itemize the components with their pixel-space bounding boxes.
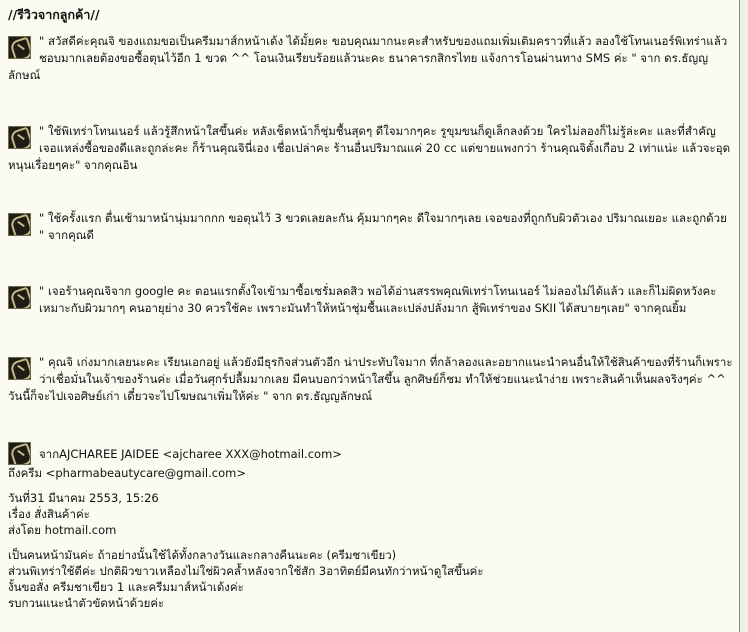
review-text: " ใช้ครั้งแรก ตื่นเช้ามาหน้านุ่มมากกก ขอตุนไว้ 3 ขวดเลยละกัน คุ้มมากๆคะ ดีใจมากๆเลย เจอของที่ถูกกับผิวตัวเอง ปริมาณเยอะ และถูกด้วย " จากคุณดี xyxy=(39,211,727,242)
email-body-line: งั้นขอสั่ง ครีมชาเขียว 1 และครีมมาส์หน้าเด้งค่ะ xyxy=(8,580,244,594)
review-item xyxy=(8,210,734,244)
email-quote xyxy=(8,442,734,611)
brand-logo-icon xyxy=(8,36,31,59)
review-text: " เจอร้านคุณจิจาก google คะ ตอนแรกตั้งใจเข้ามาซื้อเซรั่มลดสิว พอได้อ่านสรรพคุณพิเทร่าโทนเนอร์ ไม่ลองไม่ได้แล้ว และก็ไม่ผิดหวังคะ เหมาะกับผิวมากๆ คนอายุย่าง 30 ควรใช้คะ เพราะมันทำให้หน้าชุ่มชื้นและเปล่งปลั่งมาก สู้พิเทร่าของ SKII ได้สบายๆเลย" จากคุณยิ้ม xyxy=(39,284,717,315)
brand-logo-icon xyxy=(8,126,31,149)
brand-logo-icon xyxy=(8,357,31,380)
email-from: จากAJCHAREE JAIDEE <ajcharee XXX@hotmail.com> xyxy=(39,447,342,461)
scrollbar[interactable] xyxy=(740,0,748,632)
review-item xyxy=(8,283,734,317)
brand-logo-icon xyxy=(8,442,31,465)
email-to: ถึงครีม <pharmabeautycare@gmail.com> xyxy=(8,466,246,480)
review-text: " คุณจิ เก่งมากเลยนะคะ เรียนเอกอยู่ แล้วยังมีธุรกิจส่วนตัวอีก น่าประทับใจมาก ที่กล้าลองและอยากแนะนำคนอื่นให้ใช้สินค้าของที่ร้านก็เพราะว่าเชื่อมั่นในเจ้าของร้านค่ะ เมื่อวันศุกร์ปลื้มมากเลย มีคนบอกว่าหน้าใสขึ้น ลูกศิษย์ก็ชม ทำให้ช่วยแนะนำง่าย เพราะสินค้าเห็นผลจริงๆค่ะ ^^ วันนี้ก็จะไปเจอศิษย์เก่า เดี๋ยวจะไปโฆษณาเพิ่มให้ค่ะ " จาก ดร.ธัญญลักษณ์ xyxy=(8,355,733,403)
email-body-line: รบกวนแนะนำตัวขัดหน้าด้วยค่ะ xyxy=(8,596,165,610)
email-subject: เรื่อง สั่งสินค้าค่ะ xyxy=(8,507,90,521)
review-text: " สวัสดีค่ะคุณจิ ของแถมขอเป็นครีมมาส์กหน้าเด้ง ได้มั้ยคะ ขอบคุณมากนะคะสำหรับของแถมเพิ่มเติมคราวที่แล้ว ลองใช้โทนเนอร์พิเทร่าแล้ว ชอบมากเลยต้องขอซื้อตุนไว้อีก 1 ขวด ^^ โอนเงินเรียบร้อยแล้วนะคะ ธนาคารกสิกรไทย แจ้งการโอนผ่านทาง SMS ค่ะ " จาก ดร.ธัญญลักษณ์ xyxy=(8,34,728,82)
review-item xyxy=(8,354,734,405)
email-body-line: ส่วนพิเทร่าใช้ดีค่ะ ปกติผิวขาวเหลืองไม่ใช่ผิวคล้ำหลังจากใช้สัก 3อาทิตย์มีคนทักว่าหน้าดูใสขึ้นค่ะ xyxy=(8,564,484,578)
review-item xyxy=(8,33,734,84)
email-date: วันที่31 มีนาคม 2553, 15:26 xyxy=(8,491,159,505)
email-sent-by: ส่งโดย hotmail.com xyxy=(8,523,117,537)
brand-logo-icon xyxy=(8,286,31,309)
email-body-line: เป็นคนหน้ามันค่ะ ถ้าอย่างนั้นใช้ได้ทั้งกลางวันและกลางคืนนะคะ (ครีมชาเขียว) xyxy=(8,548,397,562)
page-heading: //รีวิวจากลูกค้า// xyxy=(8,7,100,22)
review-text: " ใช้พิเทร่าโทนเนอร์ แล้วรู้สึกหน้าใสขึ้นค่ะ หลังเช็ดหน้าก็ชุ่มชื้นสุดๆ ดีใจมากๆคะ รูขุมขนก็ดูเล็กลงด้วย ใครไม่ลองก็ไม่รู้ล่ะคะ และที่สำคัญ เจอแหล่งซื้อของดีและถูกล่ะคะ ก็ร้านคุณจินี่เอง เชื่อเปล่าคะ ร้านอื่นปริมาณแค่ 20 cc แต่ขายแพงกว่า ร้านคุณจิตั้งเกือบ 2 เท่าแน่ะ แล้วจะอุดหนุนเรื่อยๆคะ" จากคุณอิน xyxy=(8,124,731,172)
brand-logo-icon xyxy=(8,213,31,236)
review-item xyxy=(8,123,734,174)
